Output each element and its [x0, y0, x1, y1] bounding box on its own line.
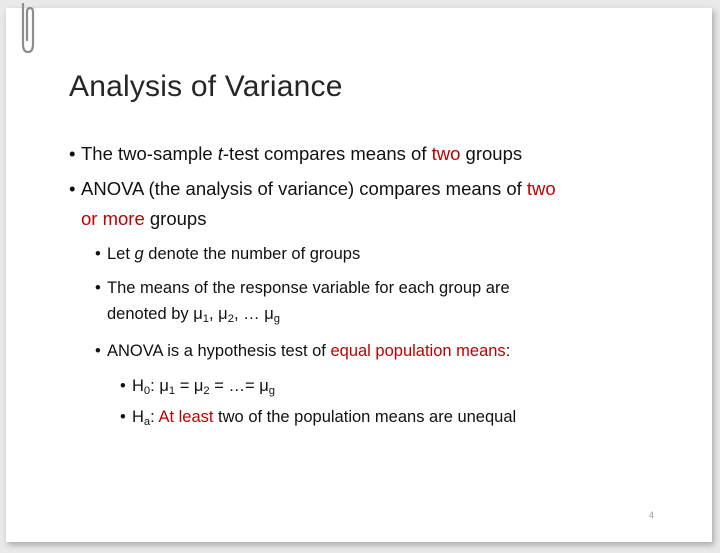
- bullet-dot-icon: •: [69, 143, 76, 164]
- slide-title: Analysis of Variance: [69, 70, 343, 103]
- bullet-ha: • $H_a$: At least two of the population means are unequal: [120, 408, 517, 429]
- bullet-ttest: • The two-sample t-test compares means of two groups: [69, 143, 523, 164]
- bullet-anova-cont: or more groups: [81, 208, 207, 229]
- bullet-let-g: • Let g denote the number of groups: [95, 245, 361, 263]
- bullet-h0: • $H_0$: $\mu_1 = \mu_2$ = …= $\mu_g$: [120, 377, 275, 398]
- bullet-anova: • ANOVA (the analysis of variance) compares means of two: [69, 178, 556, 199]
- page-number: 4: [648, 510, 654, 520]
- slide: [6, 8, 712, 542]
- bullet-means-line1: • The means of the response variable for each group are: [95, 279, 510, 297]
- bullet-hypothesis-test: • ANOVA is a hypothesis test of equal population means:: [95, 342, 511, 360]
- paperclip-icon: [14, 0, 40, 60]
- bullet-dot-icon: •: [120, 377, 126, 395]
- bullet-dot-icon: •: [95, 342, 101, 360]
- bullet-means-line2: denoted by $\mu_1$, $\mu_2$, … $\mu_g$: [107, 305, 280, 326]
- bullet-dot-icon: •: [95, 245, 101, 263]
- bullet-dot-icon: •: [120, 408, 126, 426]
- bullet-dot-icon: •: [69, 178, 76, 199]
- bullet-dot-icon: •: [95, 279, 101, 297]
